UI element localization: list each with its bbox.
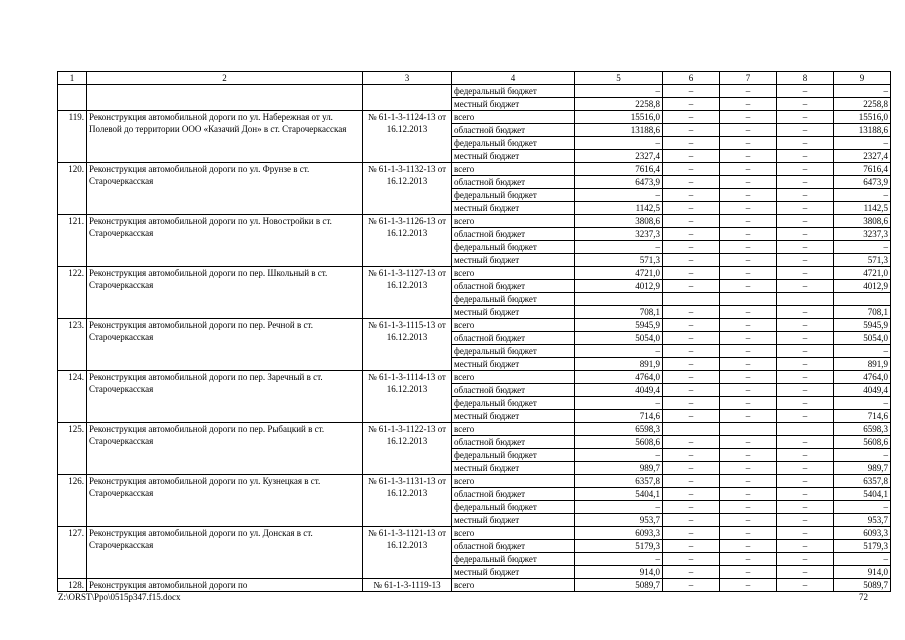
amount-cell: – <box>663 202 720 215</box>
amount-cell: – <box>663 332 720 345</box>
amount-cell: – <box>777 137 834 150</box>
amount-cell: 15516,0 <box>834 111 891 124</box>
amount-cell: – <box>777 228 834 241</box>
amount-cell: 571,3 <box>575 254 663 267</box>
object-name-cell: Реконструкция автомобильной дороги по ул. Кузнецкая в ст. Старочеркасская <box>87 475 363 527</box>
amount-cell: – <box>663 371 720 384</box>
table-row <box>58 475 891 488</box>
amount-cell: – <box>777 163 834 176</box>
object-name-cell: Реконструкция автомобильной дороги по пер. Рыбацкий в ст. Старочеркасская <box>87 423 363 475</box>
budget-source-cell: всего <box>452 579 575 592</box>
budget-source-cell: федеральный бюджет <box>452 293 575 306</box>
amount-cell: – <box>777 566 834 579</box>
amount-cell: 708,1 <box>834 306 891 319</box>
amount-cell: – <box>777 436 834 449</box>
amount-cell: – <box>663 150 720 163</box>
amount-cell: 3237,3 <box>834 228 891 241</box>
amount-cell: – <box>777 501 834 514</box>
amount-cell: – <box>834 241 891 254</box>
amount-cell: – <box>720 579 777 592</box>
budget-source-cell: всего <box>452 319 575 332</box>
document-cell: № 61-1-3-1119-13 <box>363 579 452 592</box>
column-number-cell: 9 <box>834 72 891 85</box>
column-number-cell: 5 <box>575 72 663 85</box>
amount-cell: 3237,3 <box>575 228 663 241</box>
amount-cell: 989,7 <box>834 462 891 475</box>
budget-source-cell: местный бюджет <box>452 358 575 371</box>
budget-source-cell: всего <box>452 371 575 384</box>
budget-source-cell: местный бюджет <box>452 410 575 423</box>
column-number-cell: 7 <box>720 72 777 85</box>
row-number-cell: 123. <box>58 319 87 371</box>
amount-cell: – <box>777 280 834 293</box>
amount-cell: 4721,0 <box>834 267 891 280</box>
amount-cell: – <box>777 202 834 215</box>
amount-cell: 4012,9 <box>575 280 663 293</box>
amount-cell: – <box>575 137 663 150</box>
amount-cell: – <box>720 488 777 501</box>
amount-cell: 5179,3 <box>575 540 663 553</box>
object-name-cell: Реконструкция автомобильной дороги по <box>87 579 363 592</box>
amount-cell: – <box>663 410 720 423</box>
amount-cell <box>663 423 720 436</box>
budget-source-cell: всего <box>452 527 575 540</box>
amount-cell: – <box>663 306 720 319</box>
amount-cell: – <box>777 124 834 137</box>
amount-cell: 6093,3 <box>575 527 663 540</box>
amount-cell: – <box>663 501 720 514</box>
amount-cell: – <box>663 527 720 540</box>
budget-source-cell: областной бюджет <box>452 280 575 293</box>
column-number-cell: 2 <box>87 72 363 85</box>
amount-cell: – <box>777 488 834 501</box>
amount-cell: – <box>834 397 891 410</box>
budget-source-cell: областной бюджет <box>452 332 575 345</box>
table-row <box>58 371 891 384</box>
amount-cell: – <box>663 436 720 449</box>
amount-cell: – <box>777 111 834 124</box>
amount-cell: 989,7 <box>575 462 663 475</box>
amount-cell: – <box>575 189 663 202</box>
amount-cell: – <box>777 267 834 280</box>
budget-source-cell: всего <box>452 215 575 228</box>
budget-source-cell: федеральный бюджет <box>452 189 575 202</box>
budget-source-cell: федеральный бюджет <box>452 553 575 566</box>
budget-source-cell: областной бюджет <box>452 176 575 189</box>
amount-cell: – <box>777 358 834 371</box>
amount-cell: – <box>834 501 891 514</box>
amount-cell: – <box>720 254 777 267</box>
amount-cell: – <box>663 462 720 475</box>
amount-cell: – <box>777 241 834 254</box>
document-cell: № 61-1-3-1132-13 от 16.12.2013 <box>363 163 452 215</box>
amount-cell: – <box>777 553 834 566</box>
amount-cell: – <box>663 475 720 488</box>
amount-cell: 6473,9 <box>575 176 663 189</box>
amount-cell: – <box>720 137 777 150</box>
amount-cell: – <box>777 176 834 189</box>
budget-source-cell: федеральный бюджет <box>452 137 575 150</box>
amount-cell: – <box>720 163 777 176</box>
amount-cell: – <box>777 449 834 462</box>
amount-cell: – <box>663 241 720 254</box>
amount-cell: – <box>777 540 834 553</box>
amount-cell: – <box>777 514 834 527</box>
amount-cell: – <box>720 384 777 397</box>
amount-cell: 1142,5 <box>575 202 663 215</box>
row-number-cell: 125. <box>58 423 87 475</box>
amount-cell: – <box>777 306 834 319</box>
budget-source-cell: федеральный бюджет <box>452 241 575 254</box>
amount-cell: – <box>720 202 777 215</box>
budget-source-cell: федеральный бюджет <box>452 449 575 462</box>
amount-cell: – <box>777 319 834 332</box>
amount-cell: – <box>834 449 891 462</box>
amount-cell: 15516,0 <box>575 111 663 124</box>
budget-source-cell: областной бюджет <box>452 228 575 241</box>
row-number-cell: 119. <box>58 111 87 163</box>
budget-source-cell: областной бюджет <box>452 488 575 501</box>
amount-cell: 4764,0 <box>575 371 663 384</box>
amount-cell: – <box>720 462 777 475</box>
amount-cell: 4049,4 <box>834 384 891 397</box>
amount-cell: – <box>777 397 834 410</box>
column-number-cell: 3 <box>363 72 452 85</box>
table-row <box>58 111 891 124</box>
document-cell: № 61-1-3-1131-13 от 16.12.2013 <box>363 475 452 527</box>
amount-cell: – <box>663 228 720 241</box>
budget-source-cell: федеральный бюджет <box>452 345 575 358</box>
amount-cell: 5089,7 <box>575 579 663 592</box>
amount-cell: – <box>720 215 777 228</box>
row-number-cell: 122. <box>58 267 87 319</box>
amount-cell: – <box>720 527 777 540</box>
amount-cell: – <box>720 267 777 280</box>
amount-cell: – <box>720 319 777 332</box>
table-row <box>58 215 891 228</box>
amount-cell: – <box>777 189 834 202</box>
budget-source-cell: местный бюджет <box>452 254 575 267</box>
amount-cell: – <box>663 176 720 189</box>
footer-file-path: Z:\ORST\Ppo\0515p347.f15.docx <box>58 592 181 602</box>
row-number-cell: 120. <box>58 163 87 215</box>
amount-cell: – <box>777 215 834 228</box>
amount-cell: – <box>663 540 720 553</box>
amount-cell: – <box>663 345 720 358</box>
amount-cell: 2258,8 <box>575 98 663 111</box>
amount-cell: – <box>720 111 777 124</box>
amount-cell: 914,0 <box>834 566 891 579</box>
amount-cell: – <box>663 267 720 280</box>
amount-cell: – <box>663 163 720 176</box>
amount-cell: 2327,4 <box>575 150 663 163</box>
budget-source-cell: местный бюджет <box>452 306 575 319</box>
amount-cell: 714,6 <box>575 410 663 423</box>
amount-cell: 13188,6 <box>834 124 891 137</box>
amount-cell: 891,9 <box>834 358 891 371</box>
amount-cell <box>575 293 663 306</box>
amount-cell: – <box>663 111 720 124</box>
amount-cell: 714,6 <box>834 410 891 423</box>
amount-cell: 571,3 <box>834 254 891 267</box>
amount-cell: – <box>663 358 720 371</box>
amount-cell: 4012,9 <box>834 280 891 293</box>
amount-cell: – <box>663 579 720 592</box>
amount-cell: – <box>663 189 720 202</box>
object-name-cell: Реконструкция автомобильной дороги по пер. Заречный в ст. Старочеркасская <box>87 371 363 423</box>
amount-cell: 5054,0 <box>834 332 891 345</box>
amount-cell: – <box>777 85 834 98</box>
row-number-cell: 126. <box>58 475 87 527</box>
budget-source-cell: федеральный бюджет <box>452 397 575 410</box>
object-name-cell: Реконструкция автомобильной дороги по ул. Набережная от ул. Полевой до территории ООО «Казачий Дон» в ст. Старочеркасская <box>87 111 363 163</box>
amount-cell: – <box>720 436 777 449</box>
amount-cell: – <box>720 85 777 98</box>
amount-cell: – <box>777 345 834 358</box>
amount-cell: – <box>663 514 720 527</box>
amount-cell: – <box>777 579 834 592</box>
object-name-cell <box>87 85 363 111</box>
document-cell: № 61-1-3-1124-13 от 16.12.2013 <box>363 111 452 163</box>
amount-cell: 5054,0 <box>575 332 663 345</box>
budget-source-cell: областной бюджет <box>452 436 575 449</box>
amount-cell: 7616,4 <box>575 163 663 176</box>
amount-cell: – <box>720 371 777 384</box>
budget-source-cell: федеральный бюджет <box>452 85 575 98</box>
amount-cell <box>777 293 834 306</box>
amount-cell: – <box>777 475 834 488</box>
table-row <box>58 85 891 98</box>
amount-cell: – <box>720 540 777 553</box>
budget-source-cell: областной бюджет <box>452 124 575 137</box>
document-cell: № 61-1-3-1126-13 от 16.12.2013 <box>363 215 452 267</box>
budget-source-cell: местный бюджет <box>452 514 575 527</box>
table-row <box>58 579 891 592</box>
amount-cell: – <box>777 384 834 397</box>
amount-cell: – <box>663 98 720 111</box>
row-number-cell: 127. <box>58 527 87 579</box>
amount-cell: – <box>720 124 777 137</box>
amount-cell: – <box>720 475 777 488</box>
amount-cell: 5608,6 <box>575 436 663 449</box>
amount-cell: 7616,4 <box>834 163 891 176</box>
amount-cell: – <box>720 306 777 319</box>
document-cell: № 61-1-3-1122-13 от 16.12.2013 <box>363 423 452 475</box>
amount-cell: – <box>663 124 720 137</box>
amount-cell: – <box>663 566 720 579</box>
amount-cell: – <box>834 345 891 358</box>
amount-cell: 6473,9 <box>834 176 891 189</box>
amount-cell: – <box>720 150 777 163</box>
budget-source-cell: федеральный бюджет <box>452 501 575 514</box>
amount-cell <box>834 293 891 306</box>
column-number-cell: 8 <box>777 72 834 85</box>
amount-cell: 6598,3 <box>575 423 663 436</box>
amount-cell: 953,7 <box>575 514 663 527</box>
amount-cell: 5945,9 <box>575 319 663 332</box>
amount-cell <box>663 293 720 306</box>
amount-cell: – <box>834 137 891 150</box>
amount-cell: – <box>663 85 720 98</box>
amount-cell: 953,7 <box>834 514 891 527</box>
amount-cell: – <box>720 241 777 254</box>
amount-cell: – <box>575 397 663 410</box>
budget-source-cell: всего <box>452 163 575 176</box>
table-row <box>58 267 891 280</box>
amount-cell: 6093,3 <box>834 527 891 540</box>
amount-cell: – <box>720 332 777 345</box>
amount-cell: 1142,5 <box>834 202 891 215</box>
amount-cell: – <box>663 280 720 293</box>
document-cell: № 61-1-3-1121-13 от 16.12.2013 <box>363 527 452 579</box>
amount-cell: – <box>777 462 834 475</box>
amount-cell: 3808,6 <box>834 215 891 228</box>
amount-cell: 891,9 <box>575 358 663 371</box>
column-number-cell: 4 <box>452 72 575 85</box>
amount-cell: 13188,6 <box>575 124 663 137</box>
budget-source-cell: всего <box>452 475 575 488</box>
amount-cell: – <box>575 501 663 514</box>
table-row <box>58 163 891 176</box>
amount-cell: 4049,4 <box>575 384 663 397</box>
amount-cell: – <box>575 345 663 358</box>
amount-cell: – <box>663 215 720 228</box>
amount-cell: – <box>834 189 891 202</box>
amount-cell: – <box>834 553 891 566</box>
row-number-cell: 124. <box>58 371 87 423</box>
budget-source-cell: местный бюджет <box>452 150 575 163</box>
amount-cell: – <box>834 85 891 98</box>
document-cell: № 61-1-3-1114-13 от 16.12.2013 <box>363 371 452 423</box>
object-name-cell: Реконструкция автомобильной дороги по ул. Фрунзе в ст. Старочеркасская <box>87 163 363 215</box>
amount-cell: 708,1 <box>575 306 663 319</box>
budget-source-cell: местный бюджет <box>452 462 575 475</box>
row-number-cell <box>58 85 87 111</box>
amount-cell: – <box>663 384 720 397</box>
amount-cell: 3808,6 <box>575 215 663 228</box>
amount-cell: – <box>720 345 777 358</box>
amount-cell: – <box>575 553 663 566</box>
amount-cell: – <box>720 280 777 293</box>
table-row <box>58 423 891 436</box>
amount-cell: – <box>720 189 777 202</box>
amount-cell: – <box>663 449 720 462</box>
object-name-cell: Реконструкция автомобильной дороги по пер. Речной в ст. Старочеркасская <box>87 319 363 371</box>
amount-cell: 5608,6 <box>834 436 891 449</box>
amount-cell: – <box>777 527 834 540</box>
amount-cell: 4721,0 <box>575 267 663 280</box>
amount-cell: – <box>663 553 720 566</box>
budget-source-cell: местный бюджет <box>452 566 575 579</box>
object-name-cell: Реконструкция автомобильной дороги по ул. Новостройки в ст. Старочеркасская <box>87 215 363 267</box>
amount-cell: – <box>663 319 720 332</box>
amount-cell: 4764,0 <box>834 371 891 384</box>
table-row <box>58 527 891 540</box>
amount-cell: – <box>720 98 777 111</box>
amount-cell: 5404,1 <box>834 488 891 501</box>
row-number-cell: 128. <box>58 579 87 592</box>
budget-source-cell: местный бюджет <box>452 202 575 215</box>
amount-cell: – <box>720 410 777 423</box>
budget-source-cell: всего <box>452 267 575 280</box>
amount-cell: – <box>663 254 720 267</box>
amount-cell: 2258,8 <box>834 98 891 111</box>
amount-cell: 6357,8 <box>834 475 891 488</box>
object-name-cell: Реконструкция автомобильной дороги по ул. Донская в ст. Старочеркасская <box>87 527 363 579</box>
amount-cell: – <box>777 254 834 267</box>
amount-cell: 5089,7 <box>834 579 891 592</box>
column-number-row <box>58 72 891 85</box>
budget-source-cell: областной бюджет <box>452 384 575 397</box>
amount-cell: 5945,9 <box>834 319 891 332</box>
document-cell <box>363 85 452 111</box>
amount-cell: 6598,3 <box>834 423 891 436</box>
amount-cell: – <box>575 85 663 98</box>
object-name-cell: Реконструкция автомобильной дороги по пер. Школьный в ст. Старочеркасская <box>87 267 363 319</box>
amount-cell: – <box>663 488 720 501</box>
amount-cell: – <box>720 449 777 462</box>
amount-cell: – <box>663 397 720 410</box>
budget-source-cell: областной бюджет <box>452 540 575 553</box>
budget-table <box>57 71 891 592</box>
amount-cell: 6357,8 <box>575 475 663 488</box>
row-number-cell: 121. <box>58 215 87 267</box>
amount-cell: 914,0 <box>575 566 663 579</box>
amount-cell: – <box>720 176 777 189</box>
amount-cell <box>720 293 777 306</box>
amount-cell: 2327,4 <box>834 150 891 163</box>
amount-cell: – <box>777 371 834 384</box>
amount-cell: – <box>720 358 777 371</box>
amount-cell: – <box>777 410 834 423</box>
document-cell: № 61-1-3-1127-13 от 16.12.2013 <box>363 267 452 319</box>
amount-cell: – <box>663 137 720 150</box>
amount-cell: – <box>575 241 663 254</box>
column-number-cell: 1 <box>58 72 87 85</box>
amount-cell <box>720 423 777 436</box>
amount-cell <box>777 423 834 436</box>
amount-cell: – <box>720 397 777 410</box>
amount-cell: – <box>777 332 834 345</box>
amount-cell: – <box>720 228 777 241</box>
amount-cell: 5179,3 <box>834 540 891 553</box>
amount-cell: – <box>575 449 663 462</box>
amount-cell: – <box>720 514 777 527</box>
budget-source-cell: всего <box>452 111 575 124</box>
amount-cell: – <box>777 98 834 111</box>
document-cell: № 61-1-3-1115-13 от 16.12.2013 <box>363 319 452 371</box>
amount-cell: – <box>777 150 834 163</box>
budget-source-cell: всего <box>452 423 575 436</box>
amount-cell: – <box>720 553 777 566</box>
page-number: 72 <box>859 592 868 602</box>
column-number-cell: 6 <box>663 72 720 85</box>
table-row <box>58 319 891 332</box>
budget-source-cell: местный бюджет <box>452 98 575 111</box>
amount-cell: – <box>720 566 777 579</box>
amount-cell: – <box>720 501 777 514</box>
amount-cell: 5404,1 <box>575 488 663 501</box>
